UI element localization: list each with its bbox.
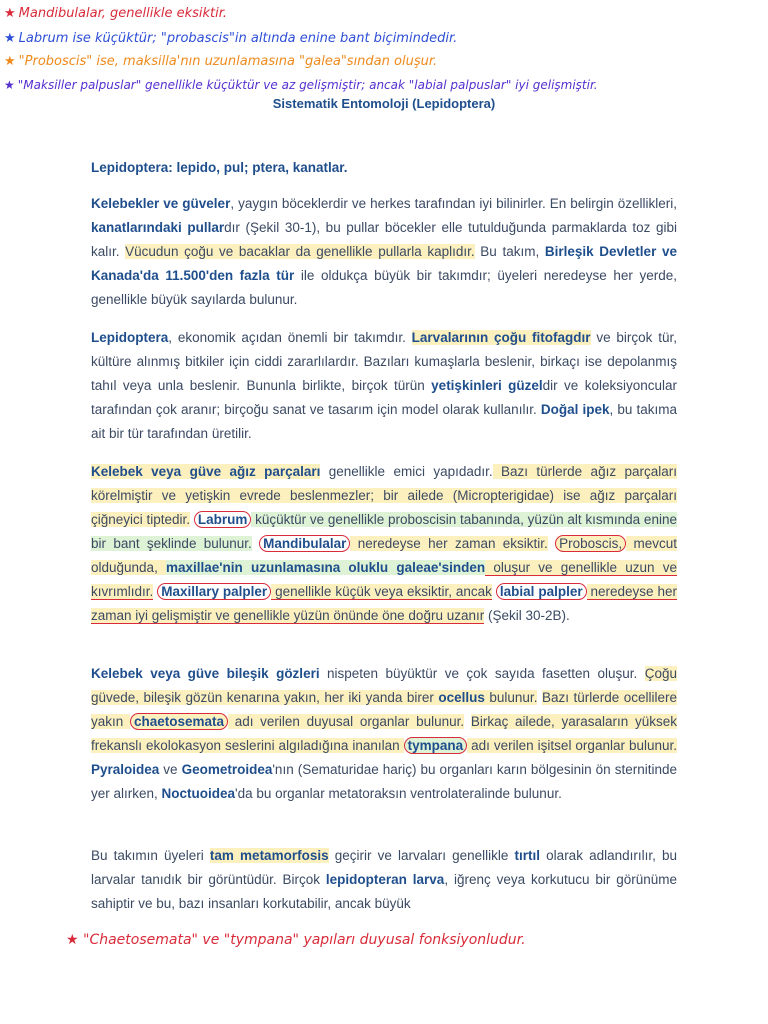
text: dır (Şekil 30-1), bu pullar böcekler elle tutulduğunda parmaklarda toz gibi kalır. (91, 220, 677, 259)
bold-text: kanatlarındaki pullar (91, 220, 225, 235)
text: 'nın (Sematuridae hariç) bu organları karın bölgesinin ön sternitinde yer alırken, (91, 762, 677, 801)
note-text: Labrum ise küçüktür; "probascis"in altında enine bant biçimindedir. (18, 31, 458, 46)
bold-text: Birleşik Devletler ve Kanada'da 11.500'den fazla tür (91, 244, 677, 283)
text: genellikle emici yapıdadır. (320, 464, 493, 479)
star-icon: ★ (4, 78, 15, 92)
text: Bu takımın üyeleri (91, 848, 210, 863)
text: dir ve koleksiyoncular tarafından çok aranır; birçoğu sanat ve tasarım için model olarak kullanılır. (91, 378, 677, 417)
highlighted-text: Bazı türlerde ocellilere yakın (91, 690, 677, 729)
bold-text: Lepidoptera (91, 330, 169, 345)
highlighted-bold-text: Larvalarının çoğu fitofagdır (411, 330, 591, 345)
bold-text: Kelebek veya güve bileşik gözleri (91, 666, 320, 681)
star-icon: ★ (4, 54, 16, 69)
note-text: "Proboscis" ise, maksilla'nın uzunlamasına "galea"sından oluşur. (18, 54, 438, 69)
underlined-text: oluşur ve genellikle uzun ve kıvrımlıdır. (91, 560, 677, 599)
underlined-text: neredeyse her zaman iyi gelişmiştir ve genellikle yüzün önünde öne doğru uzanır (91, 584, 678, 623)
bold-text: Lepidoptera: lepido, pul; ptera, kanatlar. (91, 160, 348, 175)
bold-text: Noctuoidea (161, 786, 236, 801)
bold-text: Doğal ipek (540, 402, 610, 417)
highlighted-text: adı verilen duyusal organlar bulunur. (228, 714, 465, 729)
note-text: "Chaetosemata" ve "tympana" yapıları duyusal fonksiyonludur. (83, 932, 526, 948)
highlighted-bold-text: tam metamorfosis (209, 848, 329, 863)
highlighted-text-green: genellikle proboscisin tabanında, yüzün alt kısmında enine bir bant şeklinde bulunur. (91, 512, 677, 551)
star-icon: ★ (66, 932, 79, 948)
handwritten-footer-note (66, 932, 526, 948)
circled-term-labrum: Labrum (194, 511, 252, 528)
text: 'da bu organlar metatoraksın ventrolateralinde bulunur. (235, 786, 562, 801)
bold-text: Kelebekler ve güveler (91, 196, 231, 211)
highlighted-bold-text: maxillae'nin uzunlamasına oluklu galeae'sinden (166, 560, 486, 575)
document-title: Sistematik Entomoloji (Lepidoptera) (272, 96, 496, 111)
text: ile oldukça büyük bir takımdır; üyeleri neredeyse her yerde, genellikle büyük sayılarda bulunur. (91, 268, 677, 307)
circled-term-labial-palpler: labial palpler (496, 583, 587, 600)
text: (Şekil 30-2B). (484, 608, 570, 623)
paragraph-economic (91, 326, 677, 446)
highlighted-text: bulunur. (484, 690, 538, 705)
star-icon: ★ (4, 6, 16, 21)
highlighted-text: küçüktür ve (251, 512, 328, 527)
text: geçirir ve larvaları genellikle (328, 848, 515, 863)
note-text: "Maksiller palpuslar" genellikle küçüktür ve az gelişmiştir; ancak "labial palpuslar" iyi gelişmiştir. (17, 78, 598, 92)
bold-text: tırtıl (514, 848, 541, 863)
highlighted-text: neredeyse her zaman eksiktir. (350, 536, 548, 551)
paragraph-metamorphosis (91, 844, 677, 916)
highlighted-bold-text: ocellus (438, 690, 485, 705)
note-text: Mandibulalar, genellikle eksiktir. (18, 6, 228, 21)
highlighted-text: Bazı türlerde ağız parçaları körelmiştir ve yetişkin evrede beslenmezler; bir ailede (Micropterigidae) ise ağız parçaları çiğneyici tiptedir. (91, 464, 677, 527)
highlighted-text: Çoğu güvede, bileşik gözün kenarına yakın, her iki yanda birer (91, 666, 677, 705)
bold-text: lepidopteran larva (325, 872, 445, 887)
text: olarak adlandırılır, bu larvalar tanıdık bir görüntüdür. Birçok (91, 848, 677, 887)
handwritten-note-2 (4, 31, 457, 47)
text: , ekonomik açıdan önemli bir takımdır. (168, 330, 412, 345)
text (464, 714, 471, 729)
highlighted-bold-text: Kelebek veya güve ağız parçaları (91, 464, 321, 479)
circled-term-chaetosemata: chaetosemata (130, 713, 228, 730)
text: ve (159, 762, 182, 777)
text: , bu takıma ait bir tür tarafından üretilir. (91, 402, 677, 441)
text: Bu takım, (474, 244, 545, 259)
highlighted-text: Vücudun çoğu ve bacaklar da genellikle pullarla kaplıdır. (125, 244, 475, 259)
highlighted-text: adı verilen işitsel organlar bulunur. (467, 738, 677, 753)
text: nispeten büyüktür ve çok sayıda fasetten oluşur. (319, 666, 645, 681)
bold-text: Geometroidea (181, 762, 273, 777)
handwritten-note-1 (4, 6, 227, 22)
highlighted-text: mevcut olduğunda, (91, 536, 677, 575)
paragraph-intro (91, 192, 677, 312)
bold-text: yetişkinleri güzel (431, 378, 543, 393)
highlighted-text: Birkaç ailede, yarasaların yüksek frekanslı ekolokasyon seslerini algıladığına inanılan (91, 714, 677, 753)
handwritten-note-4 (4, 77, 598, 93)
text: ve birçok tür, kültüre alınmış bitkiler için ciddi zararlılardır. Bazıları kumaşlarla beslenir, birkaçı ise depolanmış tahıl veya unla beslenir. Bununla birlikte, birçok türün (91, 330, 677, 393)
text: , iğrenç veya korkutucu bir görünüme sahiptir ve bu, bazı insanları korkutabilir, ancak büyük (91, 872, 677, 911)
circled-term-tympana: tympana (404, 737, 468, 754)
circled-term-proboscis: Proboscis, (555, 535, 626, 552)
underlined-text: genellikle küçük veya eksiktir, ancak (271, 584, 492, 599)
handwritten-note-3 (4, 54, 437, 70)
star-icon: ★ (4, 31, 16, 46)
text: , yaygın böceklerdir ve herkes tarafından iyi bilinirler. En belirgin özellikleri, (230, 196, 677, 211)
paragraph-mouthparts (91, 460, 677, 628)
circled-term-mandibulalar: Mandibulalar (259, 535, 350, 552)
bold-text: Pyraloidea (91, 762, 160, 777)
circled-term-maxillary-palpler: Maxillary palpler (157, 583, 271, 600)
paragraph-definition (91, 156, 677, 180)
paragraph-eyes (91, 662, 677, 806)
